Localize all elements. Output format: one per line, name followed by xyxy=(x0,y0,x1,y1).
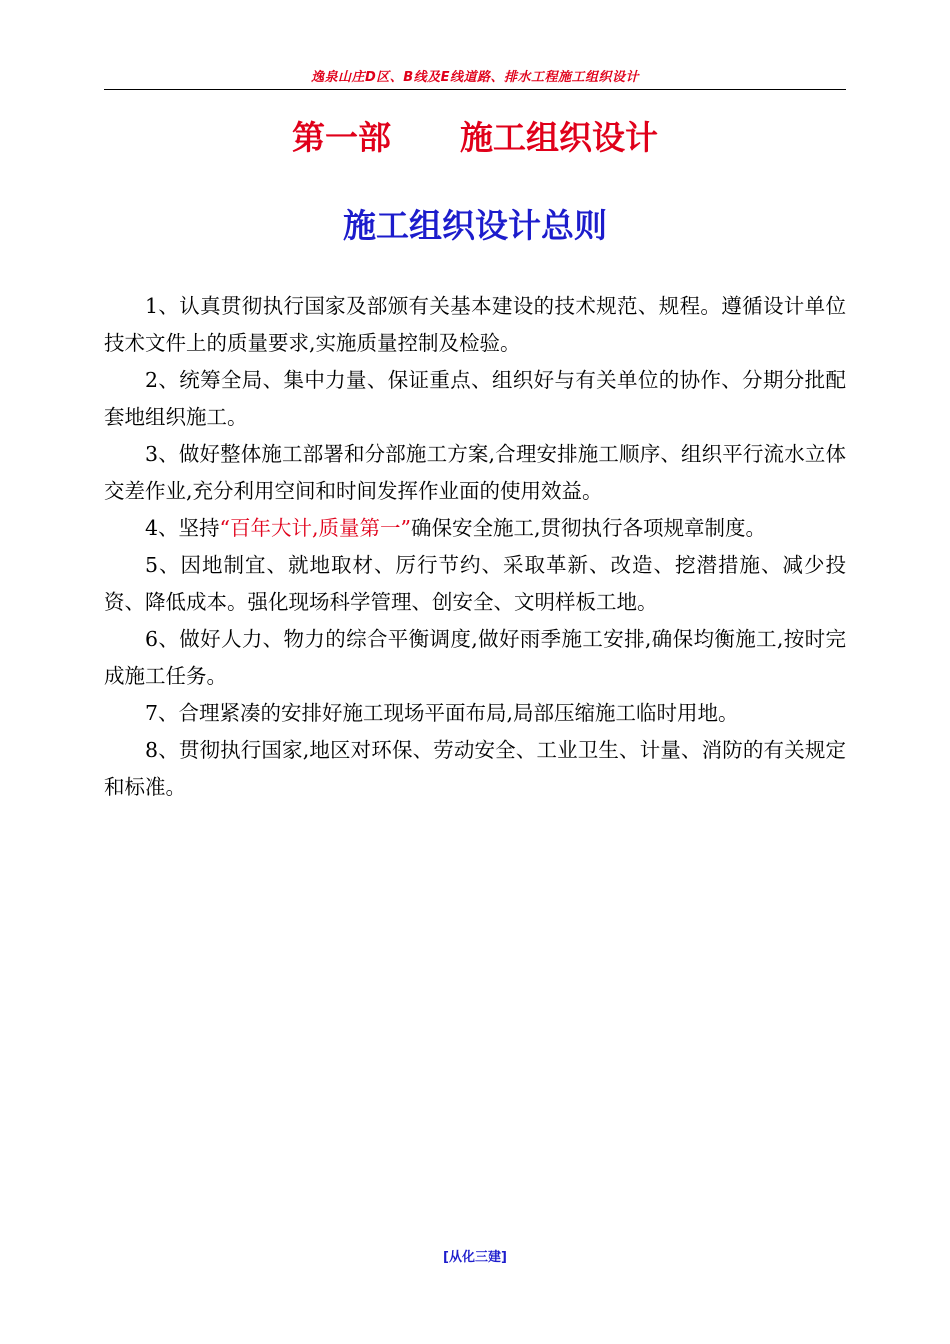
principle-item-4-prefix: 4、坚持 xyxy=(145,516,220,540)
principle-item-6: 6、做好人力、物力的综合平衡调度,做好雨季施工安排,确保均衡施工,按时完成施工任务。 xyxy=(104,627,846,688)
principle-item-8: 8、贯彻执行国家,地区对环保、劳动安全、工业卫生、计量、消防的有关规定和标准。 xyxy=(104,738,846,799)
part-title: 第一部 施工组织设计 xyxy=(292,118,658,157)
principle-item-4 xyxy=(104,510,846,547)
principles-list xyxy=(104,288,846,806)
principle-item-5: 5、因地制宜、就地取材、厉行节约、采取革新、改造、挖潜措施、减少投资、降低成本。强化现场科学管理、创安全、文明样板工地。 xyxy=(104,553,846,614)
quality-slogan: “百年大计,质量第一” xyxy=(219,516,412,540)
principle-item-1: 1、认真贯彻执行国家及部颁有关基本建设的技术规范、规程。遵循设计单位技术文件上的质量要求,实施质量控制及检验。 xyxy=(104,294,846,355)
principle-item-2: 2、统筹全局、集中力量、保证重点、组织好与有关单位的协作、分期分批配套地组织施工。 xyxy=(104,368,846,429)
principle-item-3: 3、做好整体施工部署和分部施工方案,合理安排施工顺序、组织平行流水立体交差作业,充分利用空间和时间发挥作业面的使用效益。 xyxy=(104,442,846,503)
running-header: 逸泉山庄D区、B线及E线道路、排水工程施工组织设计 xyxy=(310,70,640,85)
principle-item-4-suffix: 确保安全施工,贯彻执行各项规章制度。 xyxy=(411,516,767,540)
header-divider xyxy=(104,89,846,90)
page-footer: [从化三建] xyxy=(443,1250,507,1265)
principle-item-7: 7、合理紧凑的安排好施工现场平面布局,局部压缩施工临时用地。 xyxy=(145,701,739,725)
section-title: 施工组织设计总则 xyxy=(343,206,607,245)
